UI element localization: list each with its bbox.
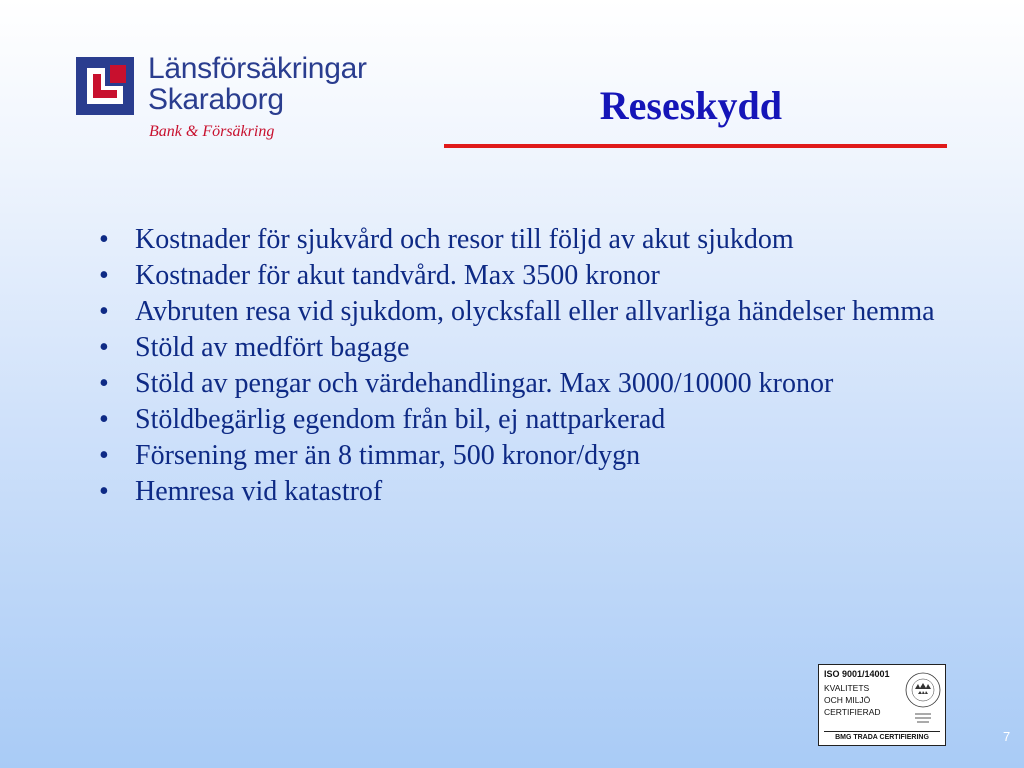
bullet-text: Försening mer än 8 timmar, 500 kronor/dygn bbox=[135, 440, 641, 471]
list-item bbox=[95, 261, 955, 290]
list-item bbox=[95, 225, 955, 254]
list-item bbox=[95, 405, 955, 434]
bullet-marker: • bbox=[99, 296, 109, 327]
certification-badge bbox=[818, 664, 946, 746]
bullet-text: Stöldbegärlig egendom från bil, ej nattparkerad bbox=[135, 404, 666, 435]
bullet-marker: • bbox=[99, 260, 109, 291]
bullet-marker: • bbox=[99, 224, 109, 255]
list-item bbox=[95, 333, 955, 362]
bullet-text: Kostnader för sjukvård och resor till följd av akut sjukdom bbox=[135, 224, 794, 255]
bullet-text: Kostnader för akut tandvård. Max 3500 kronor bbox=[135, 260, 660, 291]
bullet-marker: • bbox=[99, 476, 109, 507]
bullet-text: Stöld av medfört bagage bbox=[135, 332, 410, 363]
list-item bbox=[95, 441, 955, 470]
list-item bbox=[95, 369, 955, 398]
bullet-text: Avbruten resa vid sjukdom, olycksfall eller allvarliga händelser hemma bbox=[135, 296, 935, 327]
cert-footer: BMG TRADA CERTIFIERING bbox=[824, 731, 940, 741]
logo-name-line1: Länsförsäkringar bbox=[148, 52, 367, 85]
bullet-marker: • bbox=[99, 332, 109, 363]
bullet-text: Stöld av pengar och värdehandlingar. Max 3000/10000 kronor bbox=[135, 368, 834, 399]
company-logo bbox=[76, 53, 416, 148]
bullet-list bbox=[95, 225, 955, 513]
list-item bbox=[95, 477, 955, 506]
title-underline bbox=[444, 144, 947, 148]
logo-name-line2: Skaraborg bbox=[148, 83, 284, 116]
cert-standard: ISO 9001/14001 bbox=[824, 669, 890, 679]
bullet-marker: • bbox=[99, 440, 109, 471]
logo-tagline: Bank & Försäkring bbox=[149, 123, 275, 140]
page-number: 7 bbox=[1003, 729, 1011, 744]
swedac-seal-icon bbox=[903, 668, 943, 728]
cert-line-quality: KVALITETS bbox=[824, 683, 870, 693]
logo-name bbox=[148, 53, 367, 115]
cert-line-environment: OCH MILJÖ bbox=[824, 695, 871, 705]
cert-line-certified: CERTIFIERAD bbox=[824, 707, 881, 717]
list-item bbox=[95, 297, 955, 326]
bullet-marker: • bbox=[99, 368, 109, 399]
logo-mark-icon bbox=[76, 57, 134, 115]
slide-title: Reseskydd bbox=[599, 83, 782, 128]
bullet-text: Hemresa vid katastrof bbox=[135, 476, 383, 507]
bullet-marker: • bbox=[99, 404, 109, 435]
